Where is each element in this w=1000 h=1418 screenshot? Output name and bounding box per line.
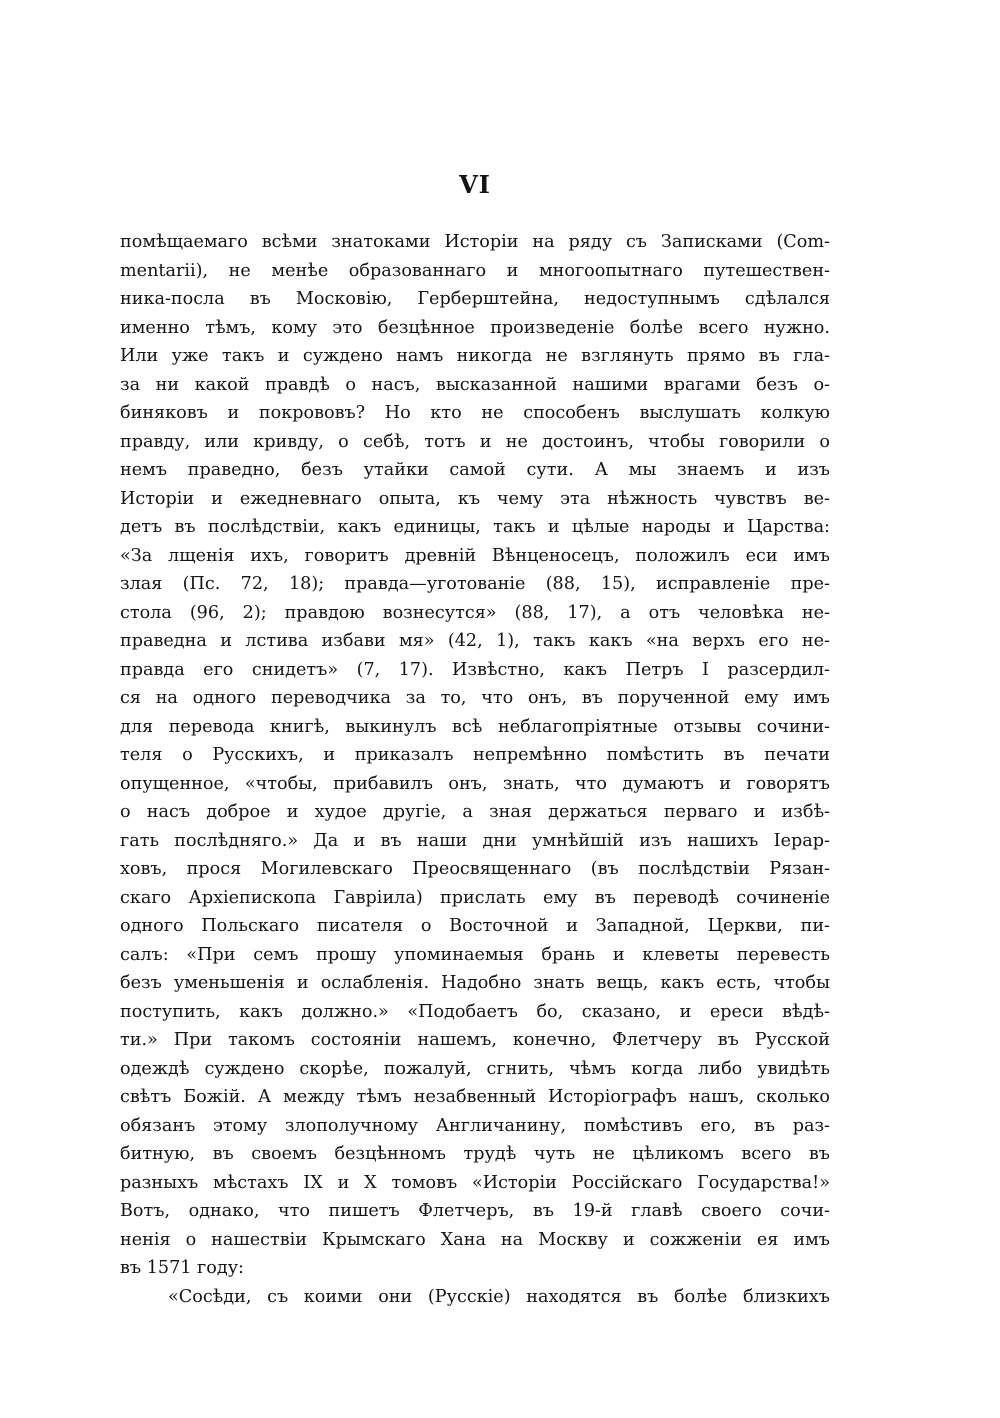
- page-number: VI: [459, 170, 491, 199]
- text-line: одеждѣ суждено скорѣе, пожалуй, сгнить, чѣмъ когда либо увидѣть: [120, 1058, 830, 1079]
- text-line: за ни какой правдѣ о насъ, высказанной нашими врагами безъ о-: [120, 374, 830, 395]
- text-line: поступить, какъ должно.» «Подобаетъ бо, сказано, и ереси вѣдѣ-: [120, 1001, 830, 1022]
- text-line: немъ праведно, безъ утайки самой сути. А мы знаемъ и изъ: [120, 460, 830, 480]
- text-line: свѣтъ Божій. А между тѣмъ незабвенный Исторіографъ нашъ, сколько: [120, 1087, 830, 1107]
- text-line: правду, или кривду, о себѣ, тотъ и не достоинъ, чтобы говорили о: [120, 431, 830, 452]
- text-line: праведна и лстива избави мя» (42, 1), такъ какъ «на верхъ его не-: [120, 631, 830, 651]
- text-line: именно тѣмъ, кому это безцѣнное произведеніе болѣе всего нужно.: [120, 317, 830, 338]
- text-line: битную, въ своемъ безцѣнномъ трудѣ чуть не цѣликомъ всего въ: [120, 1144, 830, 1164]
- text-line: опущенное, «чтобы, прибавилъ онъ, знать, что думаютъ и говорятъ: [120, 773, 830, 794]
- body-text: [120, 228, 830, 1311]
- text-line: ся на одного переводчика за то, что онъ, въ порученной ему имъ: [120, 688, 830, 708]
- text-line: Вотъ, однако, что пишетъ Флетчеръ, въ 19-й главѣ своего сочи-: [120, 1201, 830, 1221]
- text-line: ти.» При такомъ состояніи нашемъ, конечно, Флетчеру въ Русской: [120, 1030, 830, 1050]
- text-line: Или уже такъ и суждено намъ никогда не взглянуть прямо въ гла-: [120, 346, 830, 366]
- text-line: биняковъ и покрововъ? Но кто не способенъ выслушать колкую: [120, 403, 830, 423]
- text-line: ховъ, прося Могилевскаго Преосвященнаго (въ послѣдствіи Рязан-: [120, 859, 830, 879]
- text-line: детъ въ послѣдствіи, какъ единицы, такъ и цѣлые народы и Царства:: [120, 517, 830, 537]
- text-line: Исторіи и ежедневнаго опыта, къ чему эта нѣжность чувствъ ве-: [120, 488, 830, 509]
- quote-line: «Сосѣди, съ коими они (Русскіе) находятся въ болѣе близкихъ: [168, 1286, 830, 1307]
- text-line: ненія о нашествіи Крымскаго Хана на Москву и сожженіи ея имъ: [120, 1229, 830, 1250]
- text-line: mentarii), не менѣе образованнаго и многоопытнаго путешествен-: [120, 260, 830, 281]
- text-line: теля о Русскихъ, и приказалъ непремѣнно помѣстить въ печати: [120, 745, 830, 765]
- text-line: правда его снидетъ» (7, 17). Извѣстно, какъ Петръ I разсердил-: [120, 659, 830, 680]
- text-line: для перевода книгѣ, выкинулъ всѣ неблагопріятные отзывы сочини-: [120, 716, 830, 737]
- text-line: о насъ доброе и худое другіе, а зная держаться перваго и избѣ-: [120, 802, 830, 822]
- text-line: гать послѣдняго.» Да и въ наши дни умнѣйшій изъ нашихъ Іерар-: [120, 830, 830, 851]
- text-line: безъ уменьшенія и ослабленія. Надобно знать вещь, какъ есть, чтобы: [120, 973, 830, 993]
- text-line: разныхъ мѣстахъ IX и X томовъ «Исторіи Россійскаго Государства!»: [120, 1172, 830, 1193]
- text-line: помѣщаемаго всѣми знатоками Исторіи на ряду съ Записками (Com-: [120, 232, 830, 252]
- text-line: салъ: «При семъ прошу упоминаемыя брань и клеветы перевесть: [120, 944, 830, 965]
- text-line: стола (96, 2); правдою вознесутся» (88, 17), а отъ человѣка не-: [120, 602, 830, 623]
- text-line: обязанъ этому злополучному Англичанину, помѣстивъ его, въ раз-: [120, 1115, 830, 1136]
- text-line: злая (Пс. 72, 18); правда—уготованіе (88, 15), исправленіе пре-: [120, 574, 830, 594]
- text-line: въ 1571 году:: [120, 1258, 244, 1278]
- text-line: скаго Архіепископа Гавріила) прислать ему въ переводѣ сочиненіе: [120, 887, 830, 908]
- text-line: одного Польскаго писателя о Восточной и Западной, Церкви, пи-: [120, 916, 830, 936]
- text-line: «За лщенія ихъ, говоритъ древній Вѣнценосецъ, положилъ еси имъ: [120, 545, 830, 566]
- text-line: ника-посла въ Московію, Герберштейна, недоступнымъ сдѣлался: [120, 289, 830, 309]
